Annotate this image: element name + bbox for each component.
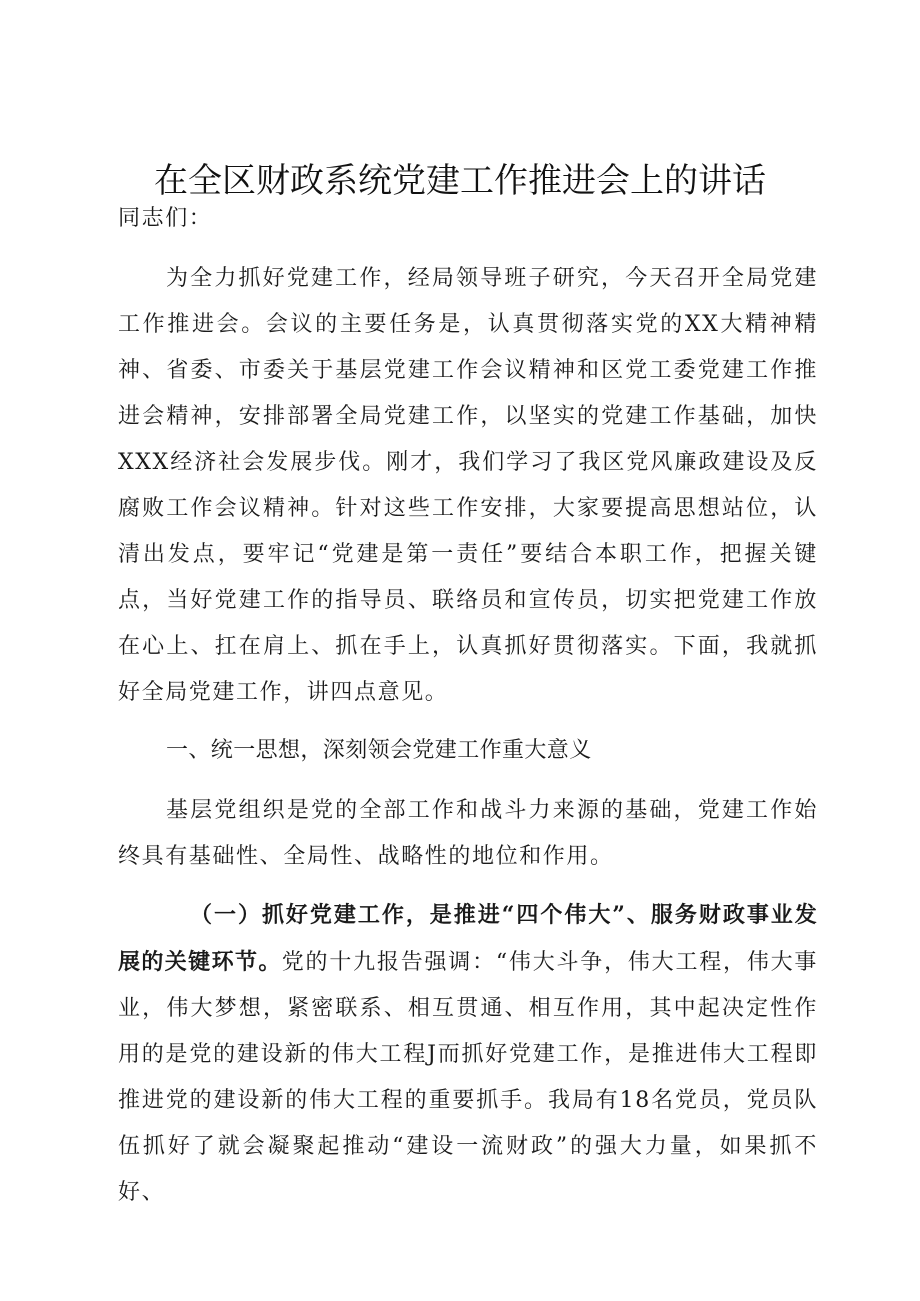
section-1-intro: 基层党组织是党的全部工作和战斗力来源的基础，党建工作始终具有基础性、全局性、战略性的地位和作用。 [118,798,818,869]
document-title: 在全区财政系统党建工作推进会上的讲话 [154,161,766,201]
salutation: 同志们： [118,206,213,231]
subsection-1-text: 党的十九报告强调：“伟大斗争，伟大工程，伟大事业，伟大梦想，紧密联系、相互贯通、相互作用，其中起决定性作用的是党的建设新的伟大工程J而抓好党建工作，是推进伟大工程即推进党的建设新的伟大工程的重要抓手。我局有18名党员，党员队伍抓好了就会凝聚起推动“建设一流财政”的强大力量，如果抓不好、 [118,950,818,1205]
subsection-1-paragraph [118,892,818,1216]
opening-paragraph: 为全力抓好党建工作，经局领导班子研究，今天召开全局党建工作推进会。会议的主要任务是，认真贯彻落实党的XX大精神精神、省委、市委关于基层党建工作会议精神和区党工委党建工作推进会精神，安排部署全局党建工作，以坚实的党建工作基础，加快XXX经济社会发展步伐。刚才，我们学习了我区党风廉政建设及反腐败工作会议精神。针对这些工作安排，大家要提高思想站位，认清出发点，要牢记“党建是第一责任”要结合本职工作，把握关键点，当好党建工作的指导员、联络员和宣传员，切实把党建工作放在心上、扛在肩上、抓在手上，认真抓好贯彻落实。下面，我就抓好全局党建工作，讲四点意见。 [118,266,818,705]
section-heading-1: 一、统一思想，深刻领会党建工作重大意义 [166,738,592,763]
document-body [118,196,818,1216]
subsection-1-lead: （一）抓好党建工作，是推进“四个伟大”、服务财政事业发展的关键环节。 [118,902,818,975]
